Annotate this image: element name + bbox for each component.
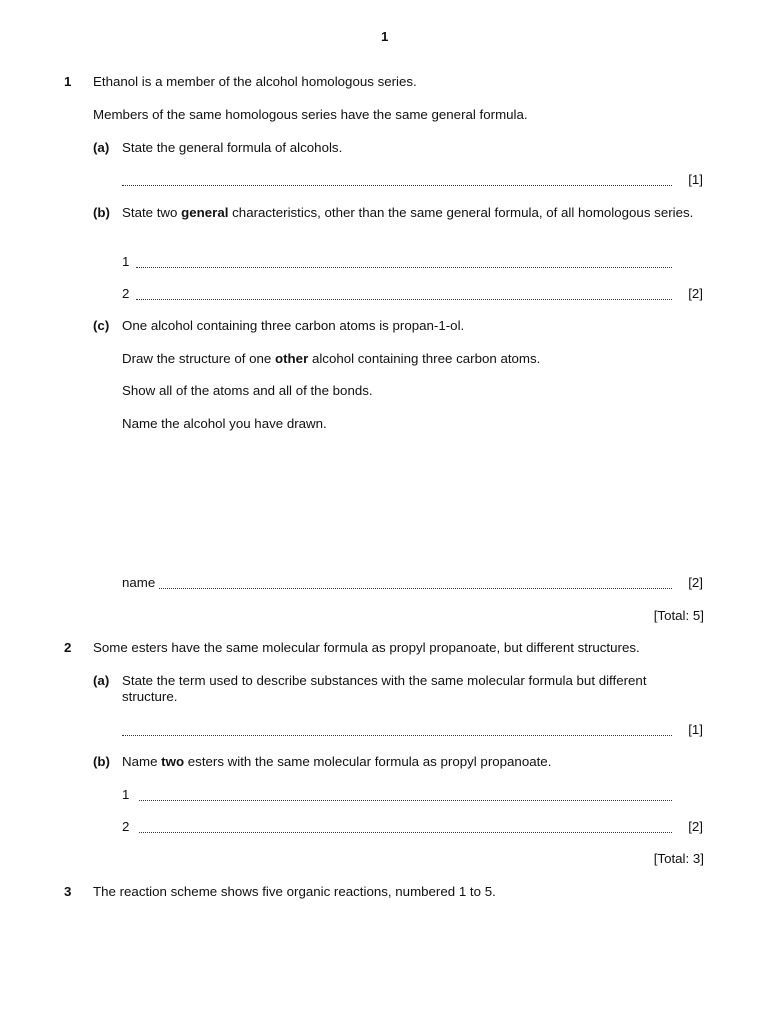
- question-2-intro: Some esters have the same molecular formula as propyl propanoate, but different structures.: [93, 640, 640, 655]
- part-1c-text-2: [122, 351, 540, 366]
- answer-line-1a[interactable]: [122, 172, 672, 186]
- part-1c-text-1: One alcohol containing three carbon atoms is propan-1-ol.: [122, 318, 465, 333]
- question-2-number: 2: [64, 640, 72, 655]
- part-1a-label: (a): [93, 140, 110, 155]
- answer-line-number-1b-1: 1: [122, 254, 130, 269]
- question-3-intro: The reaction scheme shows five organic reactions, numbered 1 to 5.: [93, 884, 496, 899]
- answer-line-1b-2[interactable]: [136, 286, 672, 300]
- answer-line-1c[interactable]: [159, 575, 672, 589]
- part-1b-text-bold: general: [181, 205, 229, 220]
- marks-2b: [2]: [688, 819, 703, 834]
- part-2b-text-pre: Name: [122, 754, 162, 769]
- part-1c-text-4: Name the alcohol you have drawn.: [122, 416, 327, 431]
- marks-1a: [1]: [688, 172, 703, 187]
- answer-name-label-1c: name: [122, 575, 156, 590]
- answer-line-2a[interactable]: [122, 722, 672, 736]
- question-3-number: 3: [64, 884, 72, 899]
- part-2b-label: (b): [93, 754, 110, 769]
- part-1c-text-2-bold: other: [275, 351, 309, 366]
- answer-line-number-1b-2: 2: [122, 286, 130, 301]
- part-2b-text-bold: two: [161, 754, 185, 769]
- answer-line-2b-1[interactable]: [139, 787, 672, 801]
- marks-1c: [2]: [688, 575, 703, 590]
- answer-line-number-2b-1: 1: [122, 787, 130, 802]
- part-1b-text-post: characteristics, other than the same general formula, of all homologous series.: [228, 205, 694, 220]
- part-1c-label: (c): [93, 318, 110, 333]
- part-1b-text: [122, 205, 702, 221]
- answer-line-1b-1[interactable]: [136, 254, 672, 268]
- part-2a-text: State the term used to describe substances with the same molecular formula but different structure.: [122, 673, 647, 704]
- answer-line-number-2b-2: 2: [122, 819, 130, 834]
- marks-2a: [1]: [688, 722, 703, 737]
- question-1-intro-2: Members of the same homologous series have the same general formula.: [93, 107, 528, 122]
- part-1b-text-pre: State two: [122, 205, 182, 220]
- marks-1b: [2]: [688, 286, 703, 301]
- part-2b-text-post: esters with the same molecular formula as propyl propanoate.: [184, 754, 552, 769]
- part-1a-text: State the general formula of alcohols.: [122, 140, 343, 155]
- page-number: 1: [381, 29, 389, 44]
- part-1c-text-3: Show all of the atoms and all of the bonds.: [122, 383, 373, 398]
- question-1-number: 1: [64, 74, 72, 89]
- drawing-area[interactable]: [122, 440, 672, 565]
- question-2-total: [Total: 3]: [653, 851, 704, 866]
- question-1-intro: Ethanol is a member of the alcohol homologous series.: [93, 74, 417, 89]
- part-1b-label: (b): [93, 205, 110, 220]
- part-1c-text-2-pre: Draw the structure of one: [122, 351, 275, 366]
- part-2a-label: (a): [93, 673, 110, 688]
- answer-line-2b-2[interactable]: [139, 819, 672, 833]
- question-1-total: [Total: 5]: [653, 608, 704, 623]
- part-1c-text-2-post: alcohol containing three carbon atoms.: [308, 351, 541, 366]
- part-2b-text: [122, 754, 551, 769]
